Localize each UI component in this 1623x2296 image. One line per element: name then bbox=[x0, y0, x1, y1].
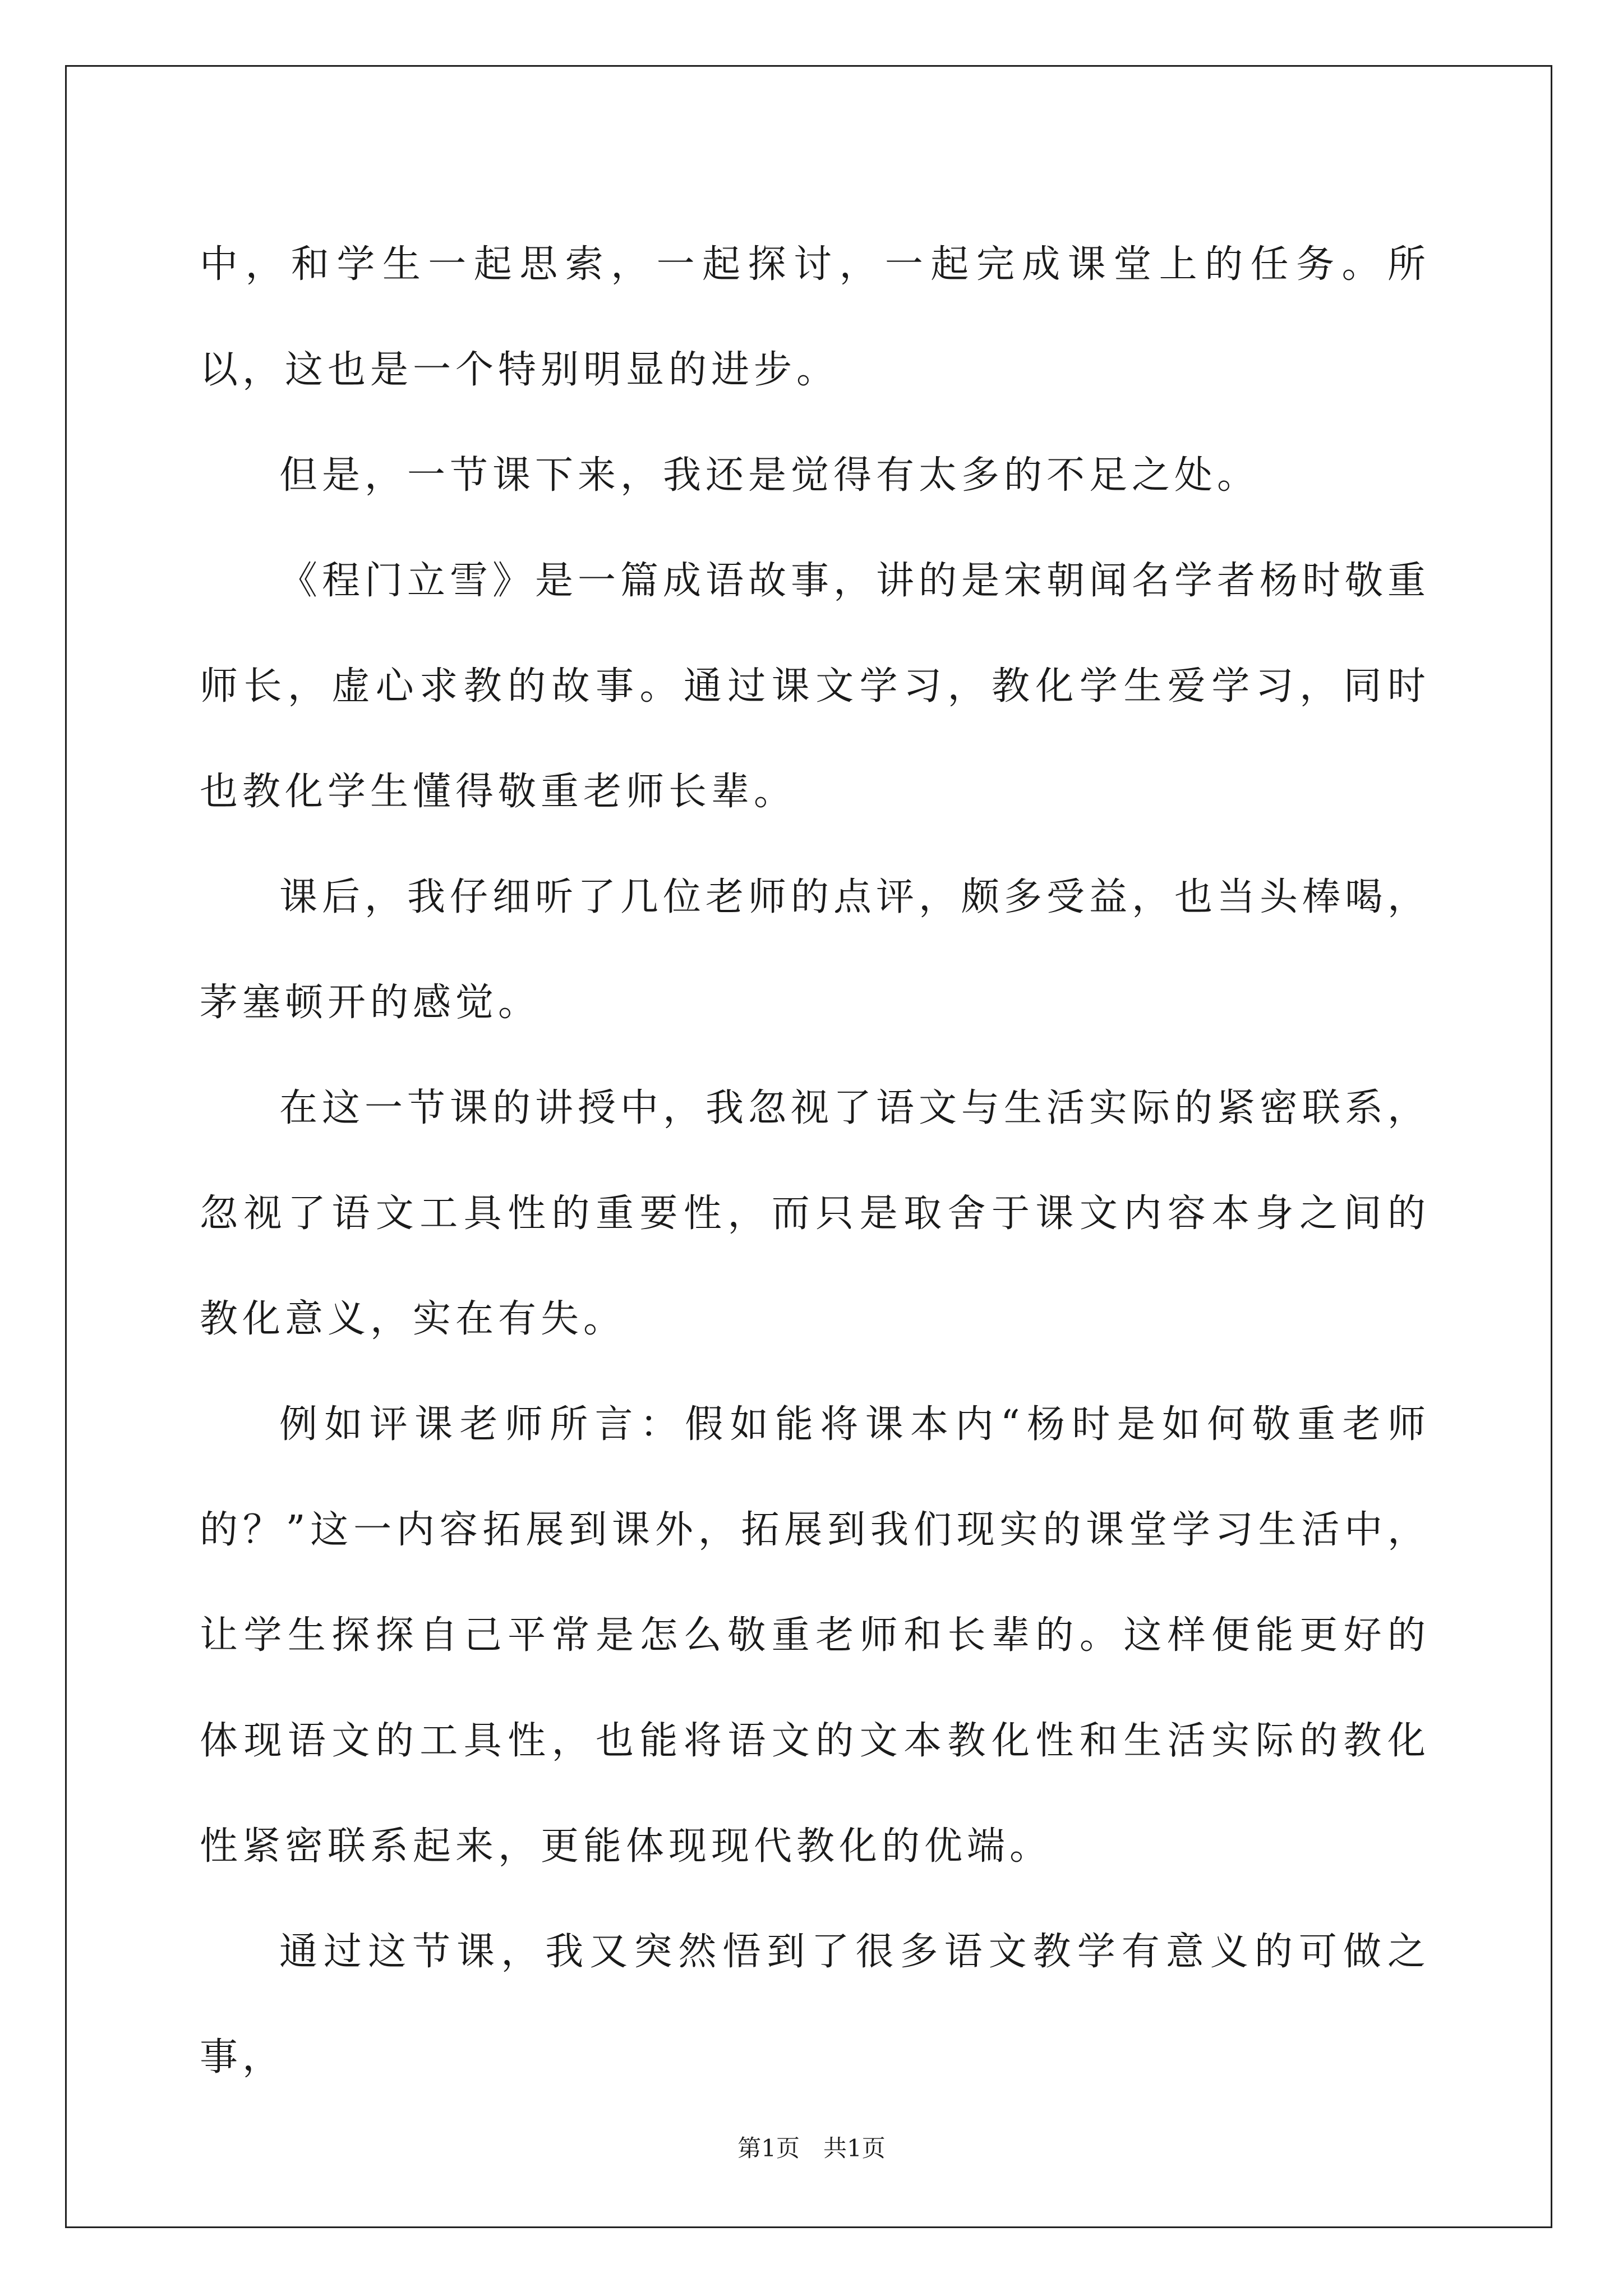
document-body bbox=[200, 212, 1430, 2110]
page-footer: 第1页 共1页 bbox=[737, 2134, 886, 2162]
paragraph-3: 《程门立雪》是一篇成语故事，讲的是宋朝闻名学者杨时敬重师长，虚心求教的故事。通过课文学习，教化学生爱学习，同时也教化学生懂得敬重老师长辈。 bbox=[200, 559, 1431, 814]
paragraph-4: 课后，我仔细听了几位老师的点评，颇多受益，也当头棒喝，茅塞顿开的感觉。 bbox=[200, 875, 1431, 1025]
paragraph-7: 通过这节课，我又突然悟到了很多语文教学有意义的可做之事， bbox=[200, 1930, 1430, 2079]
paragraph-6: 例如评课老师所言：假如能将课本内“杨时是如何敬重老师的？”这一内容拓展到课外，拓展到我们现实的课堂学习生活中，让学生探探自己平常是怎么敬重老师和长辈的。这样便能更好的体现语文的工具性，也能将语文的文本教化性和生活实际的教化性紧密联系起来，更能体现现代教化的优端。 bbox=[200, 1402, 1430, 1869]
paragraph-2: 但是，一节课下来，我还是觉得有太多的不足之处。 bbox=[279, 453, 1260, 498]
paragraph-1: 中，和学生一起思索，一起探讨，一起完成课堂上的任务。所以，这也是一个特别明显的进步。 bbox=[200, 242, 1430, 392]
paragraph-5: 在这一节课的讲授中，我忽视了语文与生活实际的紧密联系，忽视了语文工具性的重要性，而只是取舍于课文内容本身之间的教化意义，实在有失。 bbox=[200, 1086, 1431, 1341]
